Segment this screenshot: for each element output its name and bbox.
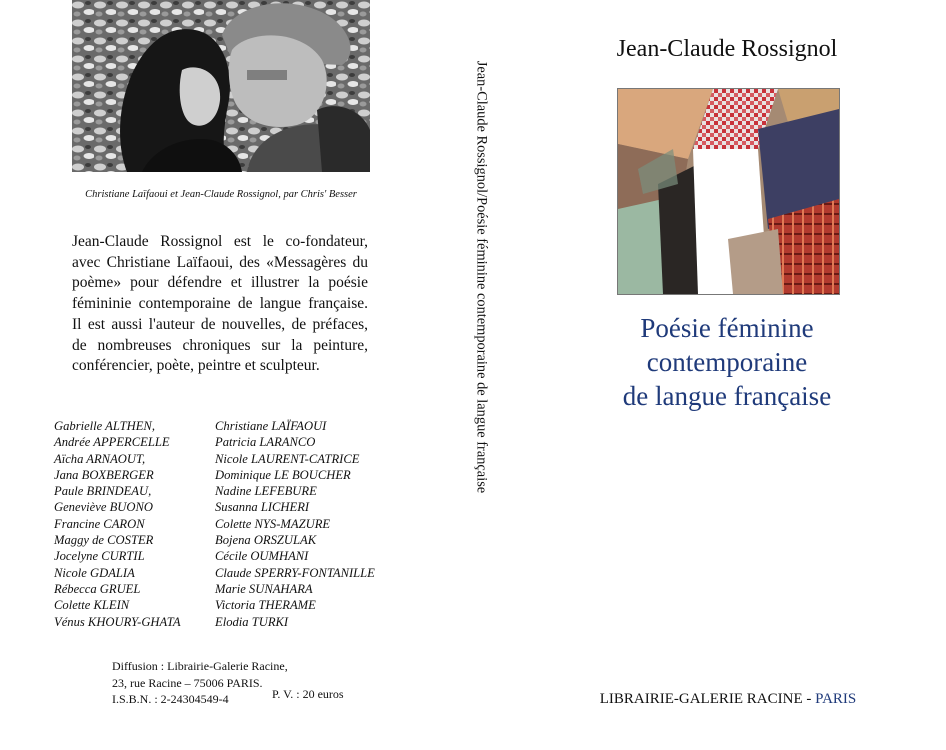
list-item: Maggy de COSTER: [54, 533, 154, 548]
distribution-line: Diffusion : Librairie-Galerie Racine,: [112, 659, 288, 673]
list-item: Victoria THERAME: [215, 598, 316, 613]
list-item: Jana BOXBERGER: [54, 467, 154, 482]
list-item: Elodia TURKI: [215, 614, 289, 629]
author-bio: Jean-Claude Rossignol est le co-fondateur, avec Christiane Laïfaoui, des «Messagères du poème» pour défendre et illustrer la poésie fémininie contemporaine de langue française. Il est aussi l'auteur de nouvelles, de préfaces, de nombreuses chroniques sur la peinture, conférencier, poète, peintre et sculpteur.: [72, 233, 368, 375]
list-item: Susanna LICHERI: [215, 500, 310, 515]
author-name: Jean-Claude Rossignol: [616, 36, 838, 62]
title-line-1: Poésie féminine: [640, 313, 814, 343]
distribution-address: 23, rue Racine – 75006 PARIS.: [112, 675, 263, 690]
collage-illustration: [618, 89, 839, 294]
publisher: [578, 691, 878, 708]
publisher-city: PARIS: [815, 691, 857, 707]
list-item: Vénus KHOURY-GHATA: [54, 614, 181, 629]
list-item: Nicole GDALIA: [54, 565, 135, 580]
price: P. V. : 20 euros: [272, 687, 344, 701]
list-item: Bojena ORSZULAK: [215, 533, 317, 548]
list-item: Paule BRINDEAU,: [54, 484, 152, 499]
photo-illustration: [72, 0, 370, 172]
list-item: Aïcha ARNAOUT,: [54, 451, 146, 466]
title-line-3: de langue française: [622, 381, 832, 411]
poet-list-right: [215, 418, 415, 630]
spine-title: Jean-Claude Rossignol/Poésie féminine contemporaine de langue française: [473, 60, 490, 494]
list-item: Nicole LAURENT-CATRICE: [215, 451, 360, 466]
distribution-info: [112, 658, 288, 708]
book-title: [580, 311, 874, 413]
list-item: Jocelyne CURTIL: [54, 549, 145, 564]
list-item: Nadine LEFEBURE: [215, 484, 317, 499]
list-item: Gabrielle ALTHEN,: [54, 419, 155, 433]
isbn: I.S.B.N. : 2-24304549-4: [112, 692, 229, 706]
list-item: Colette KLEIN: [54, 598, 130, 613]
photo-caption: Christiane Laïfaoui et Jean-Claude Rossignol, par Chris' Besser: [85, 189, 357, 200]
list-item: Marie SUNAHARA: [215, 581, 313, 596]
list-item: Andrée APPERCELLE: [54, 435, 170, 450]
list-item: Colette NYS-MAZURE: [215, 516, 331, 531]
title-line-2: contemporaine: [646, 347, 808, 377]
list-item: Cécile OUMHANI: [215, 549, 309, 564]
book-spine: [468, 53, 494, 501]
list-item: Patricia LARANCO: [215, 435, 316, 450]
list-item: Dominique LE BOUCHER: [215, 467, 351, 482]
author-photo: [72, 0, 370, 172]
list-item: Francine CARON: [54, 516, 145, 531]
poet-list-left: [54, 418, 214, 630]
list-item: Christiane LAÏFAOUI: [215, 419, 327, 433]
list-item: Rébecca GRUEL: [54, 581, 141, 596]
list-item: Geneviève BUONO: [54, 500, 153, 515]
list-item: Claude SPERRY-FONTANILLE: [215, 565, 375, 580]
publisher-name: LIBRAIRIE-GALERIE RACINE -: [599, 691, 816, 707]
cover-artwork: [617, 88, 840, 295]
